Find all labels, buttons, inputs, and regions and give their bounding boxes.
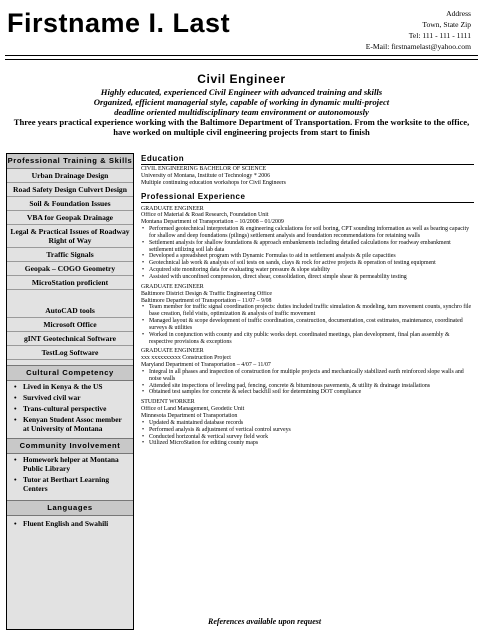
job-title: GRADUATE ENGINEER [141, 283, 204, 290]
job-title: GRADUATE ENGINEER [141, 205, 204, 212]
languages-list [7, 518, 133, 529]
job-bullet: • Managed layout & scope development of traffic coordination, construction, documentation, cost estimates, maintenance, coordinated surveys & utilities [141, 318, 474, 332]
job-dept: Montana Department of Transportation – 10/2008 – 01/2009 [141, 219, 284, 226]
contact-phone: Tel: 111 - 111 - 1111 [408, 31, 471, 40]
job-bullets [141, 369, 474, 396]
contact-block [366, 8, 471, 52]
skill-item: Road Safety Design Culvert Design [7, 183, 133, 197]
job-bullet: • Integral in all phases and inspection of construction for multiple projects and mechanically stabilized earth reinforced slope walls and noise walls [141, 369, 474, 383]
job-dept: Maryland Department of Transportation – 4/07 – 11/07 [141, 362, 271, 369]
summary-line: deadline oriented multidisciplinary team environment or autonomously [114, 107, 369, 117]
cultural-item: • Kenyan Student Assoc member at University of Montana [7, 414, 133, 434]
sidebar [6, 153, 134, 630]
job-bullet: • Performed geotechnical interpretation & engineering calculations for soil boring, CPT sounding information as well as bearing capacity for shallow and deep foundations (pilings) settlement analysis and foundation recommendations for retaining walls [141, 226, 474, 240]
section-rule [141, 164, 474, 165]
community-list [7, 454, 133, 494]
job-org: Office of Land Management, Geodetic Unit [141, 406, 245, 413]
contact-city: Town, State Zip [422, 20, 471, 29]
job-bullet: • Team member for traffic signal coordination projects: duties included traffic simulation & modeling, turn movement counts, synchro file base creation, field visits, optimization & analysis of traffic movement [141, 304, 474, 318]
skills-heading: Professional Training & Skills [7, 154, 133, 169]
cultural-item: • Survived civil war [7, 392, 133, 403]
job-org: Office of Material & Road Research, Foundation Unit [141, 212, 269, 219]
skill-item: Soil & Foundation Issues [7, 197, 133, 211]
jobs-list [141, 206, 474, 448]
education-heading: Education [141, 154, 185, 163]
summary-line: Three years practical experience working with the Baltimore Department of Transportation. From the worksite to the office, have worked on multiple civil engineering projects from start to finish [13, 117, 470, 137]
contact-address: Address [446, 9, 471, 18]
cultural-item: • Lived in Kenya & the US [7, 381, 133, 392]
job-bullets [141, 420, 474, 447]
job-bullet: • Attended site inspections of leveling pad, fencing, concrete & bituminous pavements, & utility & drainage installations [141, 383, 474, 390]
job-bullet: • Obtained test samples for concrete & select backfill soil for determining DOT compliance [141, 389, 474, 396]
job-bullets [141, 304, 474, 345]
main-column [141, 154, 474, 447]
skill-item: TestLog Software [7, 346, 133, 360]
skill-item: Traffic Signals [7, 248, 133, 262]
candidate-name: Firstname I. Last [7, 8, 231, 38]
job-bullet: • Performed analysis & adjustment of vertical control surveys [141, 427, 474, 434]
job-title: GRADUATE ENGINEER [141, 348, 204, 355]
contact-email: E-Mail: firstnamelast@yahoo.com [365, 42, 471, 51]
job-bullet: • Utilized MicroStation for editing county maps [141, 440, 474, 447]
job-bullet: • Acquired site monitoring data for evaluating water pressure & slope stability [141, 267, 474, 274]
cultural-heading: Cultural Competency [7, 365, 133, 381]
education-note: Multiple continuing education workshops for Civil Engineers [141, 179, 286, 186]
skill-item: Geopak – COGO Geometry [7, 262, 133, 276]
experience-heading: Professional Experience [141, 191, 246, 201]
job-bullet: • Developed a spreadsheet program with Dynamic Formulas to aid in settlement analysis & pile capacities [141, 253, 474, 260]
skill-item: Urban Drainage Design [7, 169, 133, 183]
section-rule [141, 202, 474, 203]
skill-item: Microsoft Office [7, 318, 133, 332]
skills-list [7, 169, 133, 360]
job-dept: Minnesota Department of Transportation [141, 413, 238, 419]
position-title: Civil Engineer [197, 72, 286, 86]
language-item: • Fluent English and Swahili [7, 518, 133, 529]
skill-item: VBA for Geopak Drainage [7, 211, 133, 225]
job-bullet: • Geotechnical lab work & analysis of soil tests on sands, clays & rock for active projects & operation of testing equipment [141, 260, 474, 267]
summary-block [6, 87, 477, 137]
header-rule-thin [5, 59, 478, 60]
community-item: • Homework helper at Montana Public Library [7, 454, 133, 474]
job-org: xxx xxxxxxxxxx Construction Project [141, 355, 231, 362]
header-rule [5, 55, 478, 56]
job-entry [141, 284, 474, 346]
job-entry [141, 399, 474, 447]
cultural-list [7, 381, 133, 434]
job-dept: Baltimore Department of Transportation – 11/07 – 9/08 [141, 297, 272, 304]
degree: CIVIL ENGINEERING BACHELOR OF SCIENCE [141, 166, 267, 172]
community-heading: Community Involvement [7, 438, 133, 454]
skill-item: gINT Geotechnical Software [7, 332, 133, 346]
references-note: References available upon request [208, 617, 322, 626]
skill-item: MicroStation proficient [7, 276, 133, 290]
job-bullet: • Settlement analysis for shallow foundations & approach embankments including detailed calculations for roadway embankment settlement utilizing soil lab data [141, 240, 474, 254]
school: University of Montana, Institute of Technology * 2006 [141, 172, 271, 179]
languages-heading: Languages [7, 500, 133, 516]
skill-item: Legal & Practical Issues of Roadway Right of Way [7, 225, 133, 248]
job-bullet: • Assisted with unconfined compression, direct shear, consolidation, direct simple shear & permeability testing [141, 274, 474, 281]
cultural-item: • Trans-cultural perspective [7, 403, 133, 414]
summary-line: Highly educated, experienced Civil Engineer with advanced training and skills [100, 87, 383, 97]
job-bullet: • Conducted horizontal & vertical survey field work [141, 434, 474, 441]
community-item: • Tutor at Berthart Learning Centers [7, 474, 133, 494]
skill-item: AutoCAD tools [7, 304, 133, 318]
job-entry [141, 348, 474, 396]
job-title: STUDENT WORKER [141, 399, 195, 406]
job-entry [141, 206, 474, 281]
job-bullet: • Worked in conjunction with county and city public works dept. coordinated meetings, plan development, final plan assembly & respective provisions & exceptions [141, 332, 474, 346]
job-org: Baltimore District Design & Traffic Engineering Office [141, 290, 272, 297]
summary-line: Organized, efficient managerial style, capable of working in dynamic multi-project [93, 97, 390, 107]
job-bullet: • Updated & maintained database records [141, 420, 474, 427]
job-bullets [141, 226, 474, 281]
